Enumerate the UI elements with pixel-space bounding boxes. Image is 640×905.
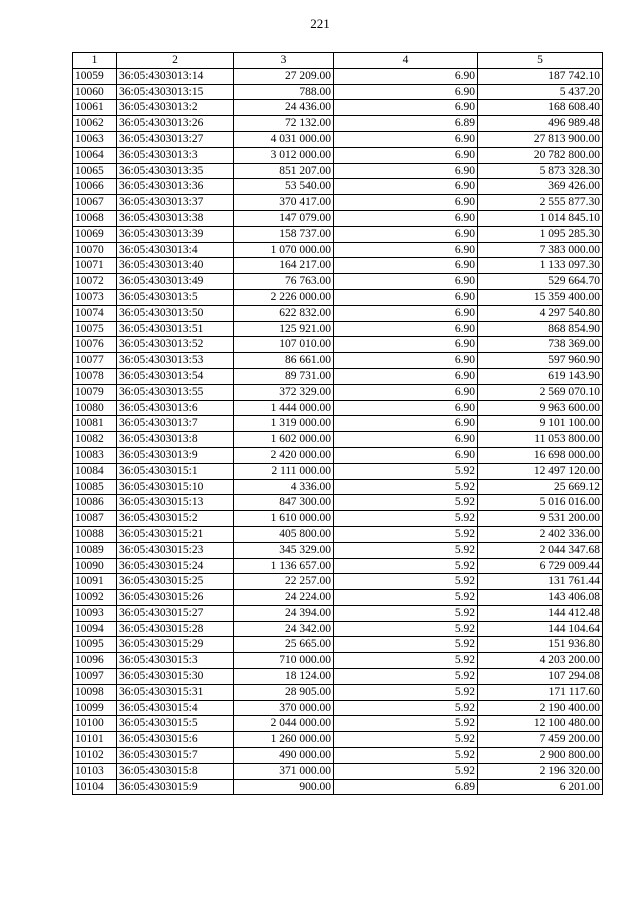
rate-cell: 6.90 — [334, 195, 478, 211]
table-row — [73, 700, 603, 716]
table-row — [73, 400, 603, 416]
cadastral-number-cell: 36:05:4303015:30 — [117, 669, 234, 685]
value-cell: 2 555 877.30 — [478, 195, 603, 211]
value-cell: 619 143.90 — [478, 368, 603, 384]
row-index-cell: 10081 — [73, 416, 117, 432]
cadastral-value-table — [72, 52, 603, 795]
column-header-4: 4 — [334, 53, 478, 69]
rate-cell: 6.90 — [334, 384, 478, 400]
row-index-cell: 10068 — [73, 210, 117, 226]
row-index-cell: 10083 — [73, 447, 117, 463]
value-cell: 151 936.80 — [478, 637, 603, 653]
row-index-cell: 10061 — [73, 100, 117, 116]
row-index-cell: 10085 — [73, 479, 117, 495]
area-cell: 24 436.00 — [234, 100, 334, 116]
table-row — [73, 748, 603, 764]
area-cell: 28 905.00 — [234, 684, 334, 700]
table-row — [73, 384, 603, 400]
cadastral-number-cell: 36:05:4303015:21 — [117, 526, 234, 542]
row-index-cell: 10069 — [73, 226, 117, 242]
cadastral-number-cell: 36:05:4303015:31 — [117, 684, 234, 700]
area-cell: 2 226 000.00 — [234, 289, 334, 305]
area-cell: 72 132.00 — [234, 116, 334, 132]
cadastral-number-cell: 36:05:4303015:5 — [117, 716, 234, 732]
cadastral-number-cell: 36:05:4303013:51 — [117, 321, 234, 337]
area-cell: 4 031 000.00 — [234, 131, 334, 147]
value-cell: 7 459 200.00 — [478, 732, 603, 748]
table-row — [73, 131, 603, 147]
area-cell: 24 342.00 — [234, 621, 334, 637]
value-cell: 496 989.48 — [478, 116, 603, 132]
rate-cell: 5.92 — [334, 637, 478, 653]
value-cell: 1 133 097.30 — [478, 258, 603, 274]
value-cell: 369 426.00 — [478, 179, 603, 195]
rate-cell: 6.90 — [334, 242, 478, 258]
area-cell: 1 136 657.00 — [234, 558, 334, 574]
table-row — [73, 432, 603, 448]
rate-cell: 6.90 — [334, 447, 478, 463]
cadastral-number-cell: 36:05:4303013:4 — [117, 242, 234, 258]
table-row — [73, 226, 603, 242]
cadastral-number-cell: 36:05:4303013:14 — [117, 68, 234, 84]
row-index-cell: 10086 — [73, 495, 117, 511]
cadastral-number-cell: 36:05:4303015:13 — [117, 495, 234, 511]
cadastral-number-cell: 36:05:4303013:15 — [117, 84, 234, 100]
cadastral-number-cell: 36:05:4303013:27 — [117, 131, 234, 147]
value-cell: 2 190 400.00 — [478, 700, 603, 716]
value-cell: 171 117.60 — [478, 684, 603, 700]
cadastral-number-cell: 36:05:4303013:55 — [117, 384, 234, 400]
cadastral-number-cell: 36:05:4303013:35 — [117, 163, 234, 179]
row-index-cell: 10098 — [73, 684, 117, 700]
rate-cell: 6.90 — [334, 353, 478, 369]
value-cell: 12 497 120.00 — [478, 463, 603, 479]
rate-cell: 5.92 — [334, 463, 478, 479]
area-cell: 1 444 000.00 — [234, 400, 334, 416]
row-index-cell: 10094 — [73, 621, 117, 637]
rate-cell: 5.92 — [334, 621, 478, 637]
area-cell: 107 010.00 — [234, 337, 334, 353]
cadastral-number-cell: 36:05:4303015:8 — [117, 763, 234, 779]
cadastral-number-cell: 36:05:4303015:24 — [117, 558, 234, 574]
row-index-cell: 10072 — [73, 274, 117, 290]
value-cell: 529 664.70 — [478, 274, 603, 290]
value-cell: 2 044 347.68 — [478, 542, 603, 558]
area-cell: 1 610 000.00 — [234, 511, 334, 527]
row-index-cell: 10092 — [73, 590, 117, 606]
value-cell: 6 729 009.44 — [478, 558, 603, 574]
value-cell: 168 608.40 — [478, 100, 603, 116]
value-cell: 144 412.48 — [478, 605, 603, 621]
rate-cell: 5.92 — [334, 479, 478, 495]
area-cell: 1 319 000.00 — [234, 416, 334, 432]
row-index-cell: 10087 — [73, 511, 117, 527]
rate-cell: 6.89 — [334, 116, 478, 132]
row-index-cell: 10095 — [73, 637, 117, 653]
table-row — [73, 558, 603, 574]
row-index-cell: 10080 — [73, 400, 117, 416]
value-cell: 144 104.64 — [478, 621, 603, 637]
table-row — [73, 68, 603, 84]
row-index-cell: 10060 — [73, 84, 117, 100]
cadastral-number-cell: 36:05:4303015:1 — [117, 463, 234, 479]
rate-cell: 6.90 — [334, 416, 478, 432]
value-cell: 27 813 900.00 — [478, 131, 603, 147]
cadastral-number-cell: 36:05:4303015:27 — [117, 605, 234, 621]
table-row — [73, 100, 603, 116]
table-row — [73, 463, 603, 479]
rate-cell: 6.90 — [334, 210, 478, 226]
table-row — [73, 653, 603, 669]
value-cell: 107 294.08 — [478, 669, 603, 685]
value-cell: 20 782 800.00 — [478, 147, 603, 163]
area-cell: 1 070 000.00 — [234, 242, 334, 258]
value-cell: 143 406.08 — [478, 590, 603, 606]
row-index-cell: 10096 — [73, 653, 117, 669]
rate-cell: 6.89 — [334, 779, 478, 795]
table-row — [73, 511, 603, 527]
value-cell: 597 960.90 — [478, 353, 603, 369]
rate-cell: 5.92 — [334, 732, 478, 748]
area-cell: 3 012 000.00 — [234, 147, 334, 163]
rate-cell: 5.92 — [334, 495, 478, 511]
rate-cell: 5.92 — [334, 763, 478, 779]
cadastral-number-cell: 36:05:4303013:6 — [117, 400, 234, 416]
cadastral-number-cell: 36:05:4303013:5 — [117, 289, 234, 305]
cadastral-number-cell: 36:05:4303013:53 — [117, 353, 234, 369]
table-row — [73, 368, 603, 384]
area-cell: 370 000.00 — [234, 700, 334, 716]
rate-cell: 5.92 — [334, 748, 478, 764]
area-cell: 125 921.00 — [234, 321, 334, 337]
cadastral-number-cell: 36:05:4303013:50 — [117, 305, 234, 321]
rate-cell: 6.90 — [334, 337, 478, 353]
value-cell: 11 053 800.00 — [478, 432, 603, 448]
row-index-cell: 10093 — [73, 605, 117, 621]
table-row — [73, 84, 603, 100]
area-cell: 22 257.00 — [234, 574, 334, 590]
rate-cell: 5.92 — [334, 590, 478, 606]
value-cell: 25 669.12 — [478, 479, 603, 495]
rate-cell: 5.92 — [334, 574, 478, 590]
value-cell: 5 873 328.30 — [478, 163, 603, 179]
cadastral-number-cell: 36:05:4303015:28 — [117, 621, 234, 637]
area-cell: 372 329.00 — [234, 384, 334, 400]
cadastral-number-cell: 36:05:4303013:40 — [117, 258, 234, 274]
rate-cell: 6.90 — [334, 179, 478, 195]
table-row — [73, 669, 603, 685]
rate-cell: 5.92 — [334, 542, 478, 558]
table-row — [73, 779, 603, 795]
row-index-cell: 10091 — [73, 574, 117, 590]
table-row — [73, 605, 603, 621]
area-cell: 405 800.00 — [234, 526, 334, 542]
cadastral-number-cell: 36:05:4303015:2 — [117, 511, 234, 527]
rate-cell: 6.90 — [334, 226, 478, 242]
rate-cell: 5.92 — [334, 700, 478, 716]
cadastral-number-cell: 36:05:4303013:7 — [117, 416, 234, 432]
cadastral-number-cell: 36:05:4303013:3 — [117, 147, 234, 163]
area-cell: 2 111 000.00 — [234, 463, 334, 479]
cadastral-number-cell: 36:05:4303015:9 — [117, 779, 234, 795]
area-cell: 53 540.00 — [234, 179, 334, 195]
table-row — [73, 447, 603, 463]
rate-cell: 6.90 — [334, 163, 478, 179]
area-cell: 847 300.00 — [234, 495, 334, 511]
cadastral-number-cell: 36:05:4303013:36 — [117, 179, 234, 195]
cadastral-number-cell: 36:05:4303013:39 — [117, 226, 234, 242]
cadastral-number-cell: 36:05:4303015:23 — [117, 542, 234, 558]
rate-cell: 6.90 — [334, 100, 478, 116]
row-index-cell: 10099 — [73, 700, 117, 716]
rate-cell: 6.90 — [334, 147, 478, 163]
row-index-cell: 10101 — [73, 732, 117, 748]
area-cell: 370 417.00 — [234, 195, 334, 211]
rate-cell: 5.92 — [334, 653, 478, 669]
rate-cell: 6.90 — [334, 84, 478, 100]
row-index-cell: 10090 — [73, 558, 117, 574]
value-cell: 738 369.00 — [478, 337, 603, 353]
area-cell: 24 224.00 — [234, 590, 334, 606]
row-index-cell: 10076 — [73, 337, 117, 353]
value-cell: 16 698 000.00 — [478, 447, 603, 463]
area-cell: 710 000.00 — [234, 653, 334, 669]
rate-cell: 6.90 — [334, 68, 478, 84]
column-header-3: 3 — [234, 53, 334, 69]
value-cell: 187 742.10 — [478, 68, 603, 84]
rate-cell: 6.90 — [334, 274, 478, 290]
area-cell: 2 044 000.00 — [234, 716, 334, 732]
cadastral-number-cell: 36:05:4303013:38 — [117, 210, 234, 226]
row-index-cell: 10078 — [73, 368, 117, 384]
rate-cell: 6.90 — [334, 289, 478, 305]
row-index-cell: 10097 — [73, 669, 117, 685]
row-index-cell: 10062 — [73, 116, 117, 132]
area-cell: 158 737.00 — [234, 226, 334, 242]
area-cell: 851 207.00 — [234, 163, 334, 179]
value-cell: 9 963 600.00 — [478, 400, 603, 416]
cadastral-number-cell: 36:05:4303013:49 — [117, 274, 234, 290]
row-index-cell: 10075 — [73, 321, 117, 337]
cadastral-number-cell: 36:05:4303013:8 — [117, 432, 234, 448]
rate-cell: 5.92 — [334, 558, 478, 574]
table-row — [73, 337, 603, 353]
row-index-cell: 10067 — [73, 195, 117, 211]
table-header-row — [73, 53, 603, 69]
table-row — [73, 353, 603, 369]
table-row — [73, 621, 603, 637]
area-cell: 1 602 000.00 — [234, 432, 334, 448]
area-cell: 27 209.00 — [234, 68, 334, 84]
rate-cell: 6.90 — [334, 368, 478, 384]
area-cell: 2 420 000.00 — [234, 447, 334, 463]
row-index-cell: 10079 — [73, 384, 117, 400]
rate-cell: 5.92 — [334, 669, 478, 685]
area-cell: 900.00 — [234, 779, 334, 795]
table-row — [73, 305, 603, 321]
rate-cell: 5.92 — [334, 716, 478, 732]
value-cell: 2 402 336.00 — [478, 526, 603, 542]
table-row — [73, 163, 603, 179]
column-header-1: 1 — [73, 53, 117, 69]
rate-cell: 5.92 — [334, 526, 478, 542]
area-cell: 18 124.00 — [234, 669, 334, 685]
rate-cell: 6.90 — [334, 400, 478, 416]
value-cell: 2 569 070.10 — [478, 384, 603, 400]
area-cell: 25 665.00 — [234, 637, 334, 653]
area-cell: 490 000.00 — [234, 748, 334, 764]
row-index-cell: 10103 — [73, 763, 117, 779]
row-index-cell: 10088 — [73, 526, 117, 542]
area-cell: 345 329.00 — [234, 542, 334, 558]
rate-cell: 6.90 — [334, 305, 478, 321]
area-cell: 89 731.00 — [234, 368, 334, 384]
cadastral-number-cell: 36:05:4303015:26 — [117, 590, 234, 606]
table-row — [73, 210, 603, 226]
row-index-cell: 10082 — [73, 432, 117, 448]
table-row — [73, 542, 603, 558]
table-row — [73, 732, 603, 748]
rate-cell: 6.90 — [334, 432, 478, 448]
value-cell: 15 359 400.00 — [478, 289, 603, 305]
value-cell: 2 196 320.00 — [478, 763, 603, 779]
value-cell: 7 383 000.00 — [478, 242, 603, 258]
area-cell: 147 079.00 — [234, 210, 334, 226]
row-index-cell: 10073 — [73, 289, 117, 305]
cadastral-number-cell: 36:05:4303015:10 — [117, 479, 234, 495]
row-index-cell: 10102 — [73, 748, 117, 764]
area-cell: 76 763.00 — [234, 274, 334, 290]
value-cell: 12 100 480.00 — [478, 716, 603, 732]
row-index-cell: 10064 — [73, 147, 117, 163]
row-index-cell: 10089 — [73, 542, 117, 558]
cadastral-number-cell: 36:05:4303013:37 — [117, 195, 234, 211]
value-cell: 5 016 016.00 — [478, 495, 603, 511]
area-cell: 788.00 — [234, 84, 334, 100]
value-cell: 5 437.20 — [478, 84, 603, 100]
table-row — [73, 684, 603, 700]
table-row — [73, 147, 603, 163]
table-row — [73, 574, 603, 590]
row-index-cell: 10063 — [73, 131, 117, 147]
value-cell: 1 014 845.10 — [478, 210, 603, 226]
value-cell: 4 203 200.00 — [478, 653, 603, 669]
value-cell: 9 101 100.00 — [478, 416, 603, 432]
table-row — [73, 495, 603, 511]
row-index-cell: 10071 — [73, 258, 117, 274]
cadastral-number-cell: 36:05:4303015:29 — [117, 637, 234, 653]
area-cell: 164 217.00 — [234, 258, 334, 274]
row-index-cell: 10059 — [73, 68, 117, 84]
rate-cell: 6.90 — [334, 258, 478, 274]
rate-cell: 5.92 — [334, 684, 478, 700]
cadastral-number-cell: 36:05:4303013:54 — [117, 368, 234, 384]
rate-cell: 5.92 — [334, 511, 478, 527]
area-cell: 622 832.00 — [234, 305, 334, 321]
cadastral-number-cell: 36:05:4303015:3 — [117, 653, 234, 669]
table-row — [73, 321, 603, 337]
cadastral-number-cell: 36:05:4303013:9 — [117, 447, 234, 463]
table-row — [73, 763, 603, 779]
rate-cell: 6.90 — [334, 321, 478, 337]
area-cell: 4 336.00 — [234, 479, 334, 495]
table-row — [73, 526, 603, 542]
cadastral-number-cell: 36:05:4303015:4 — [117, 700, 234, 716]
value-cell: 131 761.44 — [478, 574, 603, 590]
value-cell: 4 297 540.80 — [478, 305, 603, 321]
row-index-cell: 10074 — [73, 305, 117, 321]
value-cell: 6 201.00 — [478, 779, 603, 795]
area-cell: 371 000.00 — [234, 763, 334, 779]
rate-cell: 5.92 — [334, 605, 478, 621]
value-cell: 868 854.90 — [478, 321, 603, 337]
area-cell: 86 661.00 — [234, 353, 334, 369]
value-cell: 9 531 200.00 — [478, 511, 603, 527]
table-row — [73, 479, 603, 495]
row-index-cell: 10100 — [73, 716, 117, 732]
area-cell: 24 394.00 — [234, 605, 334, 621]
table-row — [73, 637, 603, 653]
row-index-cell: 10084 — [73, 463, 117, 479]
column-header-2: 2 — [117, 53, 234, 69]
rate-cell: 6.90 — [334, 131, 478, 147]
table-row — [73, 274, 603, 290]
cadastral-number-cell: 36:05:4303013:26 — [117, 116, 234, 132]
table-row — [73, 242, 603, 258]
cadastral-number-cell: 36:05:4303015:7 — [117, 748, 234, 764]
row-index-cell: 10077 — [73, 353, 117, 369]
table-row — [73, 116, 603, 132]
value-cell: 2 900 800.00 — [478, 748, 603, 764]
cadastral-number-cell: 36:05:4303015:25 — [117, 574, 234, 590]
row-index-cell: 10070 — [73, 242, 117, 258]
cadastral-number-cell: 36:05:4303015:6 — [117, 732, 234, 748]
cadastral-number-cell: 36:05:4303013:2 — [117, 100, 234, 116]
area-cell: 1 260 000.00 — [234, 732, 334, 748]
table-row — [73, 258, 603, 274]
table-row — [73, 195, 603, 211]
row-index-cell: 10104 — [73, 779, 117, 795]
row-index-cell: 10065 — [73, 163, 117, 179]
table-row — [73, 590, 603, 606]
table-body — [73, 53, 603, 795]
table-row — [73, 716, 603, 732]
cadastral-number-cell: 36:05:4303013:52 — [117, 337, 234, 353]
value-cell: 1 095 285.30 — [478, 226, 603, 242]
table-row — [73, 289, 603, 305]
row-index-cell: 10066 — [73, 179, 117, 195]
column-header-5: 5 — [478, 53, 603, 69]
table-row — [73, 416, 603, 432]
page-number: 221 — [310, 16, 330, 31]
table-row — [73, 179, 603, 195]
